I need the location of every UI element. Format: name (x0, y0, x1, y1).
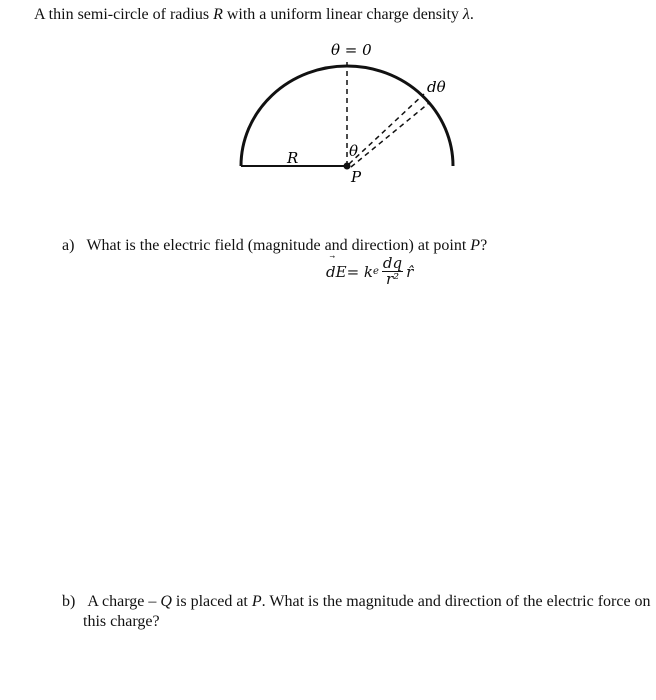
dtheta-label: dθ (427, 78, 446, 96)
theta-zero-label: θ = 0 (331, 41, 372, 59)
eq-lhs: dE (326, 262, 347, 281)
eq-fraction (382, 256, 403, 287)
eq-rhat: r̂ (406, 262, 414, 281)
part-b-pre: A charge – (87, 593, 161, 610)
p-label: P (351, 168, 362, 186)
part-b-marker: b) (62, 593, 76, 610)
electric-field-equation (326, 256, 413, 287)
intro-r: R (213, 6, 223, 23)
eq-equals-k: = k (346, 262, 373, 281)
intro-end: . (469, 6, 474, 23)
part-b-q: Q (160, 593, 172, 610)
part-a-text: What is the electric field (magnitude and direction) at point (86, 237, 471, 254)
semicircle-diagram (0, 0, 656, 220)
intro-mid: with a uniform linear charge density (222, 6, 463, 23)
part-b-p: P (251, 593, 262, 610)
part-b-question (62, 592, 651, 632)
theta-label: θ (349, 142, 359, 160)
eq-den: r² (385, 270, 400, 288)
part-b-line2: this charge? (83, 613, 160, 630)
dtheta-line-2 (351, 103, 429, 167)
part-a-question (62, 237, 487, 255)
eq-sub-e: e (373, 266, 379, 277)
dtheta-line-1 (349, 94, 424, 164)
point-p-dot (344, 163, 351, 170)
eq-num: dq (382, 254, 403, 272)
part-b-line1: . What is the magnitude and direction of the electric force on (261, 593, 651, 610)
intro-pre: A thin semi-circle of radius (34, 6, 214, 23)
part-a-end: ? (480, 237, 488, 254)
part-a-marker: a) (62, 237, 75, 254)
intro-lambda: λ (462, 6, 470, 23)
part-a-p: P (470, 237, 481, 254)
r-label: R (287, 149, 299, 167)
part-b-mid: is placed at (171, 593, 252, 610)
